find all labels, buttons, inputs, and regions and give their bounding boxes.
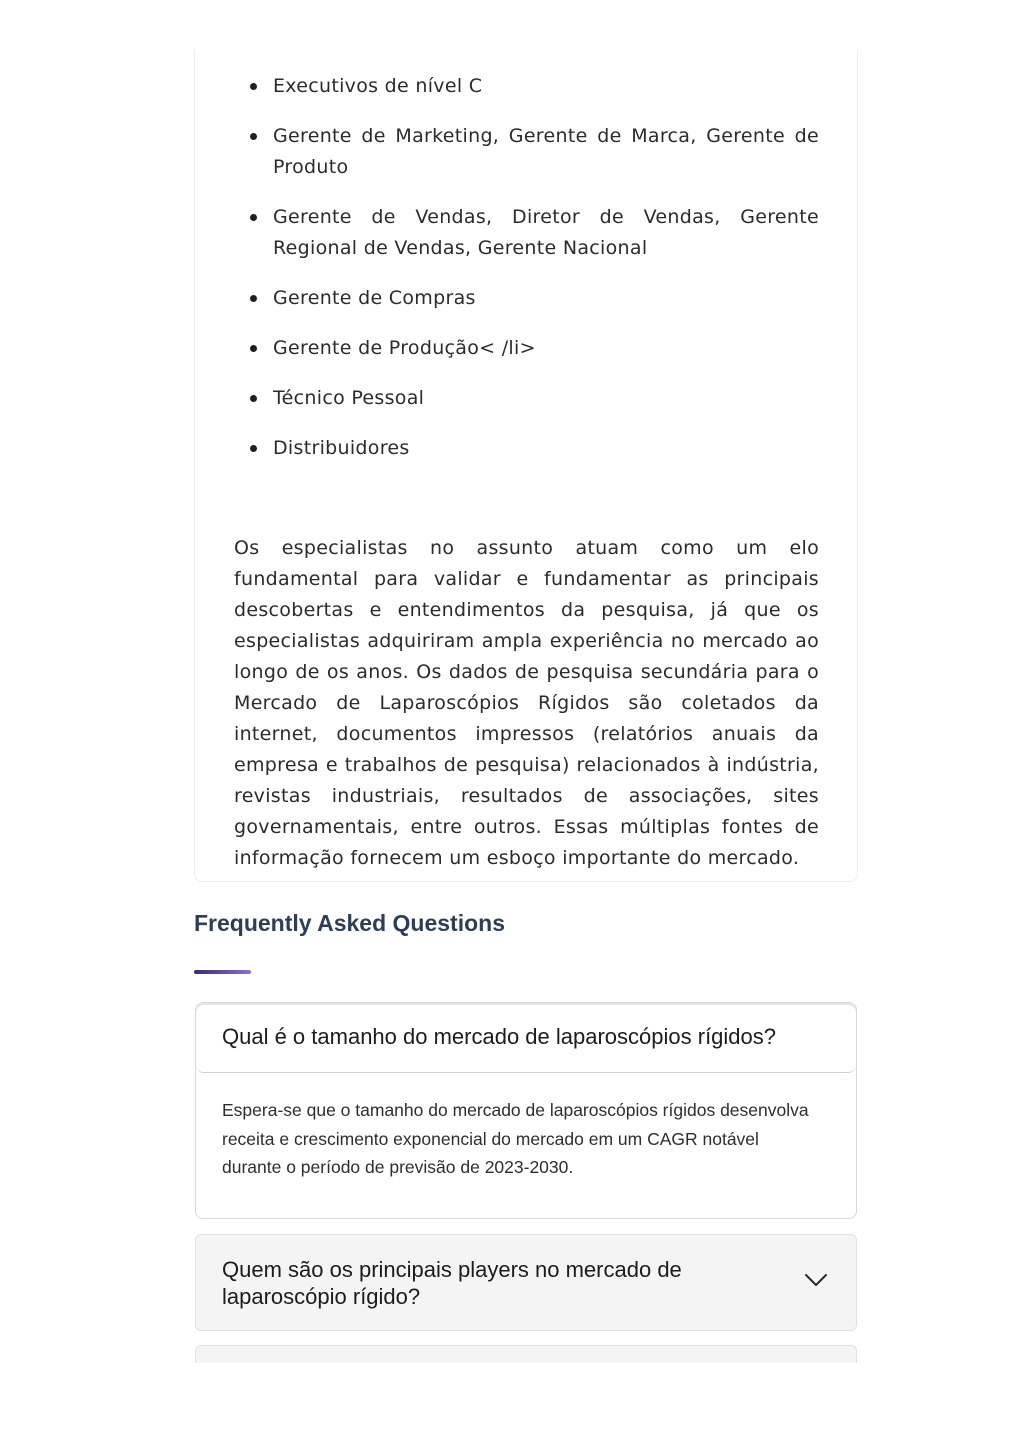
faq-answer: Espera-se que o tamanho do mercado de laparoscópios rígidos desenvolva receita e crescimento exponencial do mercado em um CAGR notável durante o período de previsão de 2023-2030. <box>222 1100 809 1177</box>
list-item: Gerente de Produção< /li> <box>273 333 819 364</box>
list-item: Distribuidores <box>273 433 819 464</box>
faq-question-toggle[interactable] <box>196 1003 856 1073</box>
bullet-dot <box>250 345 257 352</box>
list-item: Gerente de Marketing, Gerente de Marca, Gerente de Produto <box>273 121 819 183</box>
faq-heading-underline <box>194 970 251 974</box>
list-item: Técnico Pessoal <box>273 383 819 414</box>
list-item: Gerente de Vendas, Diretor de Vendas, Gerente Regional de Vendas, Gerente Nacional <box>273 202 819 264</box>
faq-item-collapsed[interactable] <box>195 1234 857 1331</box>
bullet-dot <box>250 395 257 402</box>
bullet-dot <box>250 214 257 221</box>
bullet-dot <box>250 445 257 452</box>
report-content-card <box>194 50 858 882</box>
faq-item-expanded <box>195 1002 857 1219</box>
list-item: Gerente de Compras <box>273 283 819 314</box>
faq-question: Quem são os principais players no mercado de laparoscópio rígido? <box>222 1257 682 1309</box>
stakeholder-list <box>273 71 819 483</box>
faq-item-collapsed-partial[interactable] <box>195 1345 857 1363</box>
bullet-dot <box>250 83 257 90</box>
list-item: Executivos de nível C <box>273 71 819 102</box>
faq-question: Qual é o tamanho do mercado de laparoscópios rígidos? <box>222 1024 777 1049</box>
faq-heading: Frequently Asked Questions <box>194 910 505 936</box>
bullet-dot <box>250 295 257 302</box>
chevron-down-icon[interactable] <box>804 1272 828 1286</box>
bullet-dot <box>250 133 257 140</box>
methodology-paragraph: Os especialistas no assunto atuam como um elo fundamental para validar e fundamentar as principais descobertas e entendimentos da pesquisa, já que os especialistas adquiriram ampla experiência no mercado ao longo de os anos. Os dados de pesquisa secundária para o Mercado de Laparoscópios Rígidos são coletados da internet, documentos impressos (relatórios anuais da empresa e trabalhos de pesquisa) relacionados à indústria, revistas industriais, resultados de associações, sites governamentais, entre outros. Essas múltiplas fontes de informação fornecem um esboço importante do mercado. <box>234 537 819 869</box>
